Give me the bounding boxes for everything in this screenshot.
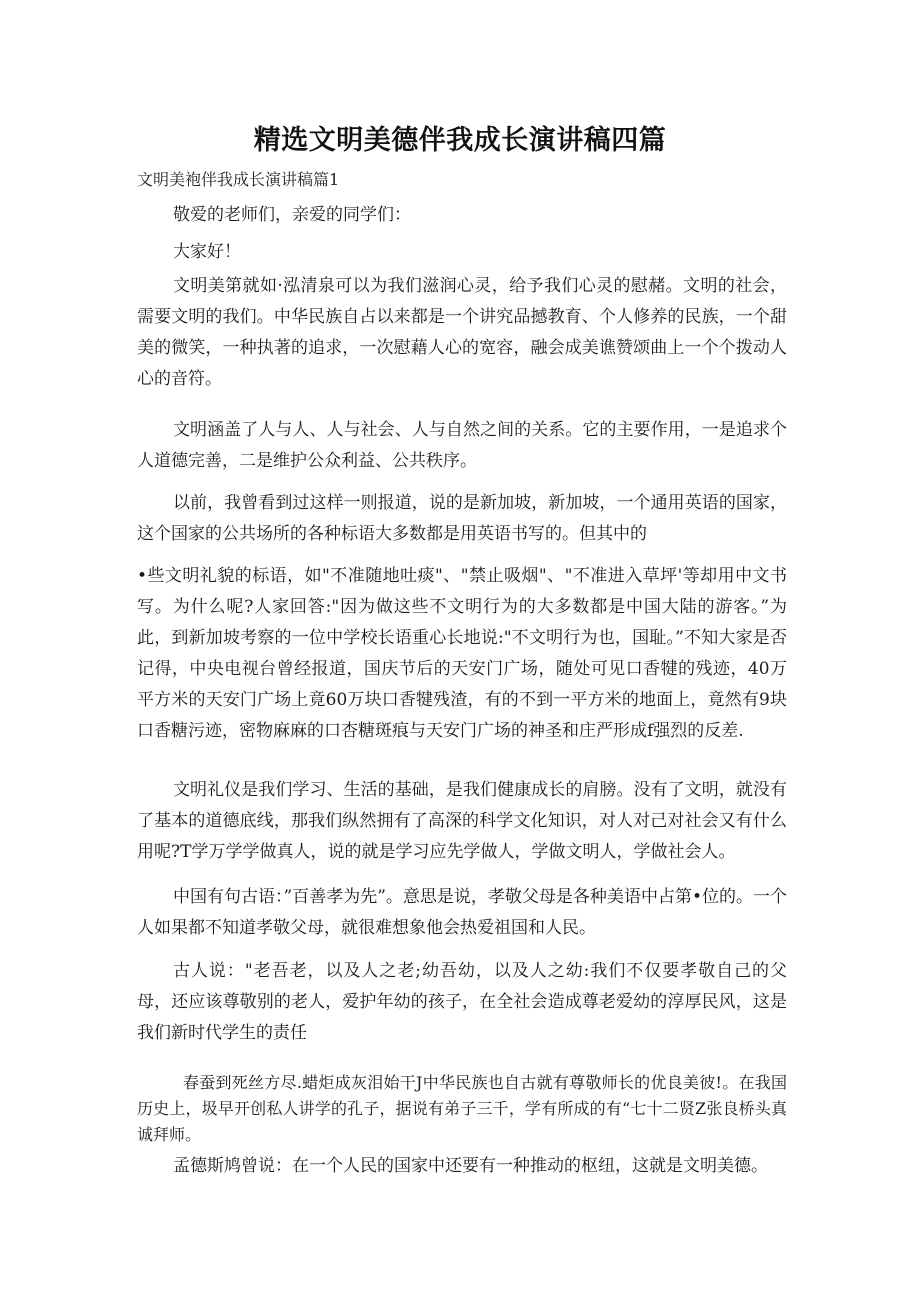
- paragraph-4: •些文明礼貌的标语，如"不准随地吐痰"、"禁止吸烟"、"不准进入草坪'等却用中文书写。为什么呢?人家回答:"因为做这些不文明行为的大多数都是中国大陆的游客。”为此，到新加坡考察的一位中学校长语重心长地说:"不文明行为也，国耻。”不知大家是否记得，中央电视台曾经报道，国庆节后的天安门广场，随处可见口香犍的残迹，40万平方米的天安门广场上竟60万块口香犍残渣，有的不到一平方米的地面上，竟然有9块口香糖污迹，密物麻麻的口杏糖斑痕与天安门广场的神圣和庄严形成f强烈的反差.: [137, 566, 787, 741]
- paragraph-8: 春蚕到死丝方尽.蜡炬成灰泪始干J中华民族也自古就有尊敬师长的优良美彼!。在我国历史上，圾早开创私人讲学的孔子，据说有弟子三千，学有所成的有“七十二贤Z张良桥头真诚拜师。: [137, 1073, 787, 1144]
- paragraph-5: 文明礼仪是我们学习、生活的基础，是我们健康成长的肩膀。没有了文明，就没有了基本的道德底线，那我们纵然拥有了高深的科学文化知识，对人对己对社会又有什么用呢?T学万学学做真人，说的就是学习应先学做人，学做文明人，学做社会人。: [137, 780, 787, 862]
- section-heading: 文明美袍伴我成长演讲稿篇1: [137, 170, 340, 189]
- paragraph-greeting: 敬爱的老师们，亲爱的同学们：: [173, 205, 411, 225]
- paragraph-9: 孟德斯鸠曾说：在一个人民的国家中还要有一种推动的枢纽，这就是文明美德。: [173, 1156, 768, 1176]
- paragraph-7: 古人说："老吾老，以及人之老;幼吾幼，以及人之幼:我们不仅要孝敬自己的父母，还应该尊敬别的老人，爱护年幼的孩子，在全社会造成尊老爱幼的淳厚民风，这是我们新时代学生的责任: [137, 961, 787, 1043]
- paragraph-3: 以前，我曾看到过这样一则报道，说的是新加坡，新加坡，一个通用英语的国家，这个国家的公共场所的各种标语大多数都是用英语书写的。但其中的: [137, 493, 787, 544]
- paragraph-hello: 大家好！: [173, 242, 241, 262]
- document-title: 精选文明美德伴我成长演讲稿四篇: [253, 125, 667, 156]
- paragraph-1: 文明美第就如·泓清泉可以为我们滋润心灵，给予我们心灵的慰赭。文明的社会，需要文明的我们。中华民族自占以来都是一个讲究品撼教育、个人修养的民族，一个甜美的微笑，一种执著的追求，一次慰藉人心的宽容，融会成美谯赞颂曲上一个个拨动人心的音符。: [137, 276, 787, 389]
- paragraph-6: 中国有句古语：”百善孝为先”。意思是说，孝敬父母是各种美语中占第•位的。一个人如果都不知道孝敬父母，就很难想象他会热爱祖国和人民。: [137, 887, 787, 938]
- paragraph-2: 文明涵盖了人与人、人与社会、人与自然之间的关系。它的主要作用，一是追求个人道德完善，二是维护公众利益、公共秩序。: [137, 420, 787, 471]
